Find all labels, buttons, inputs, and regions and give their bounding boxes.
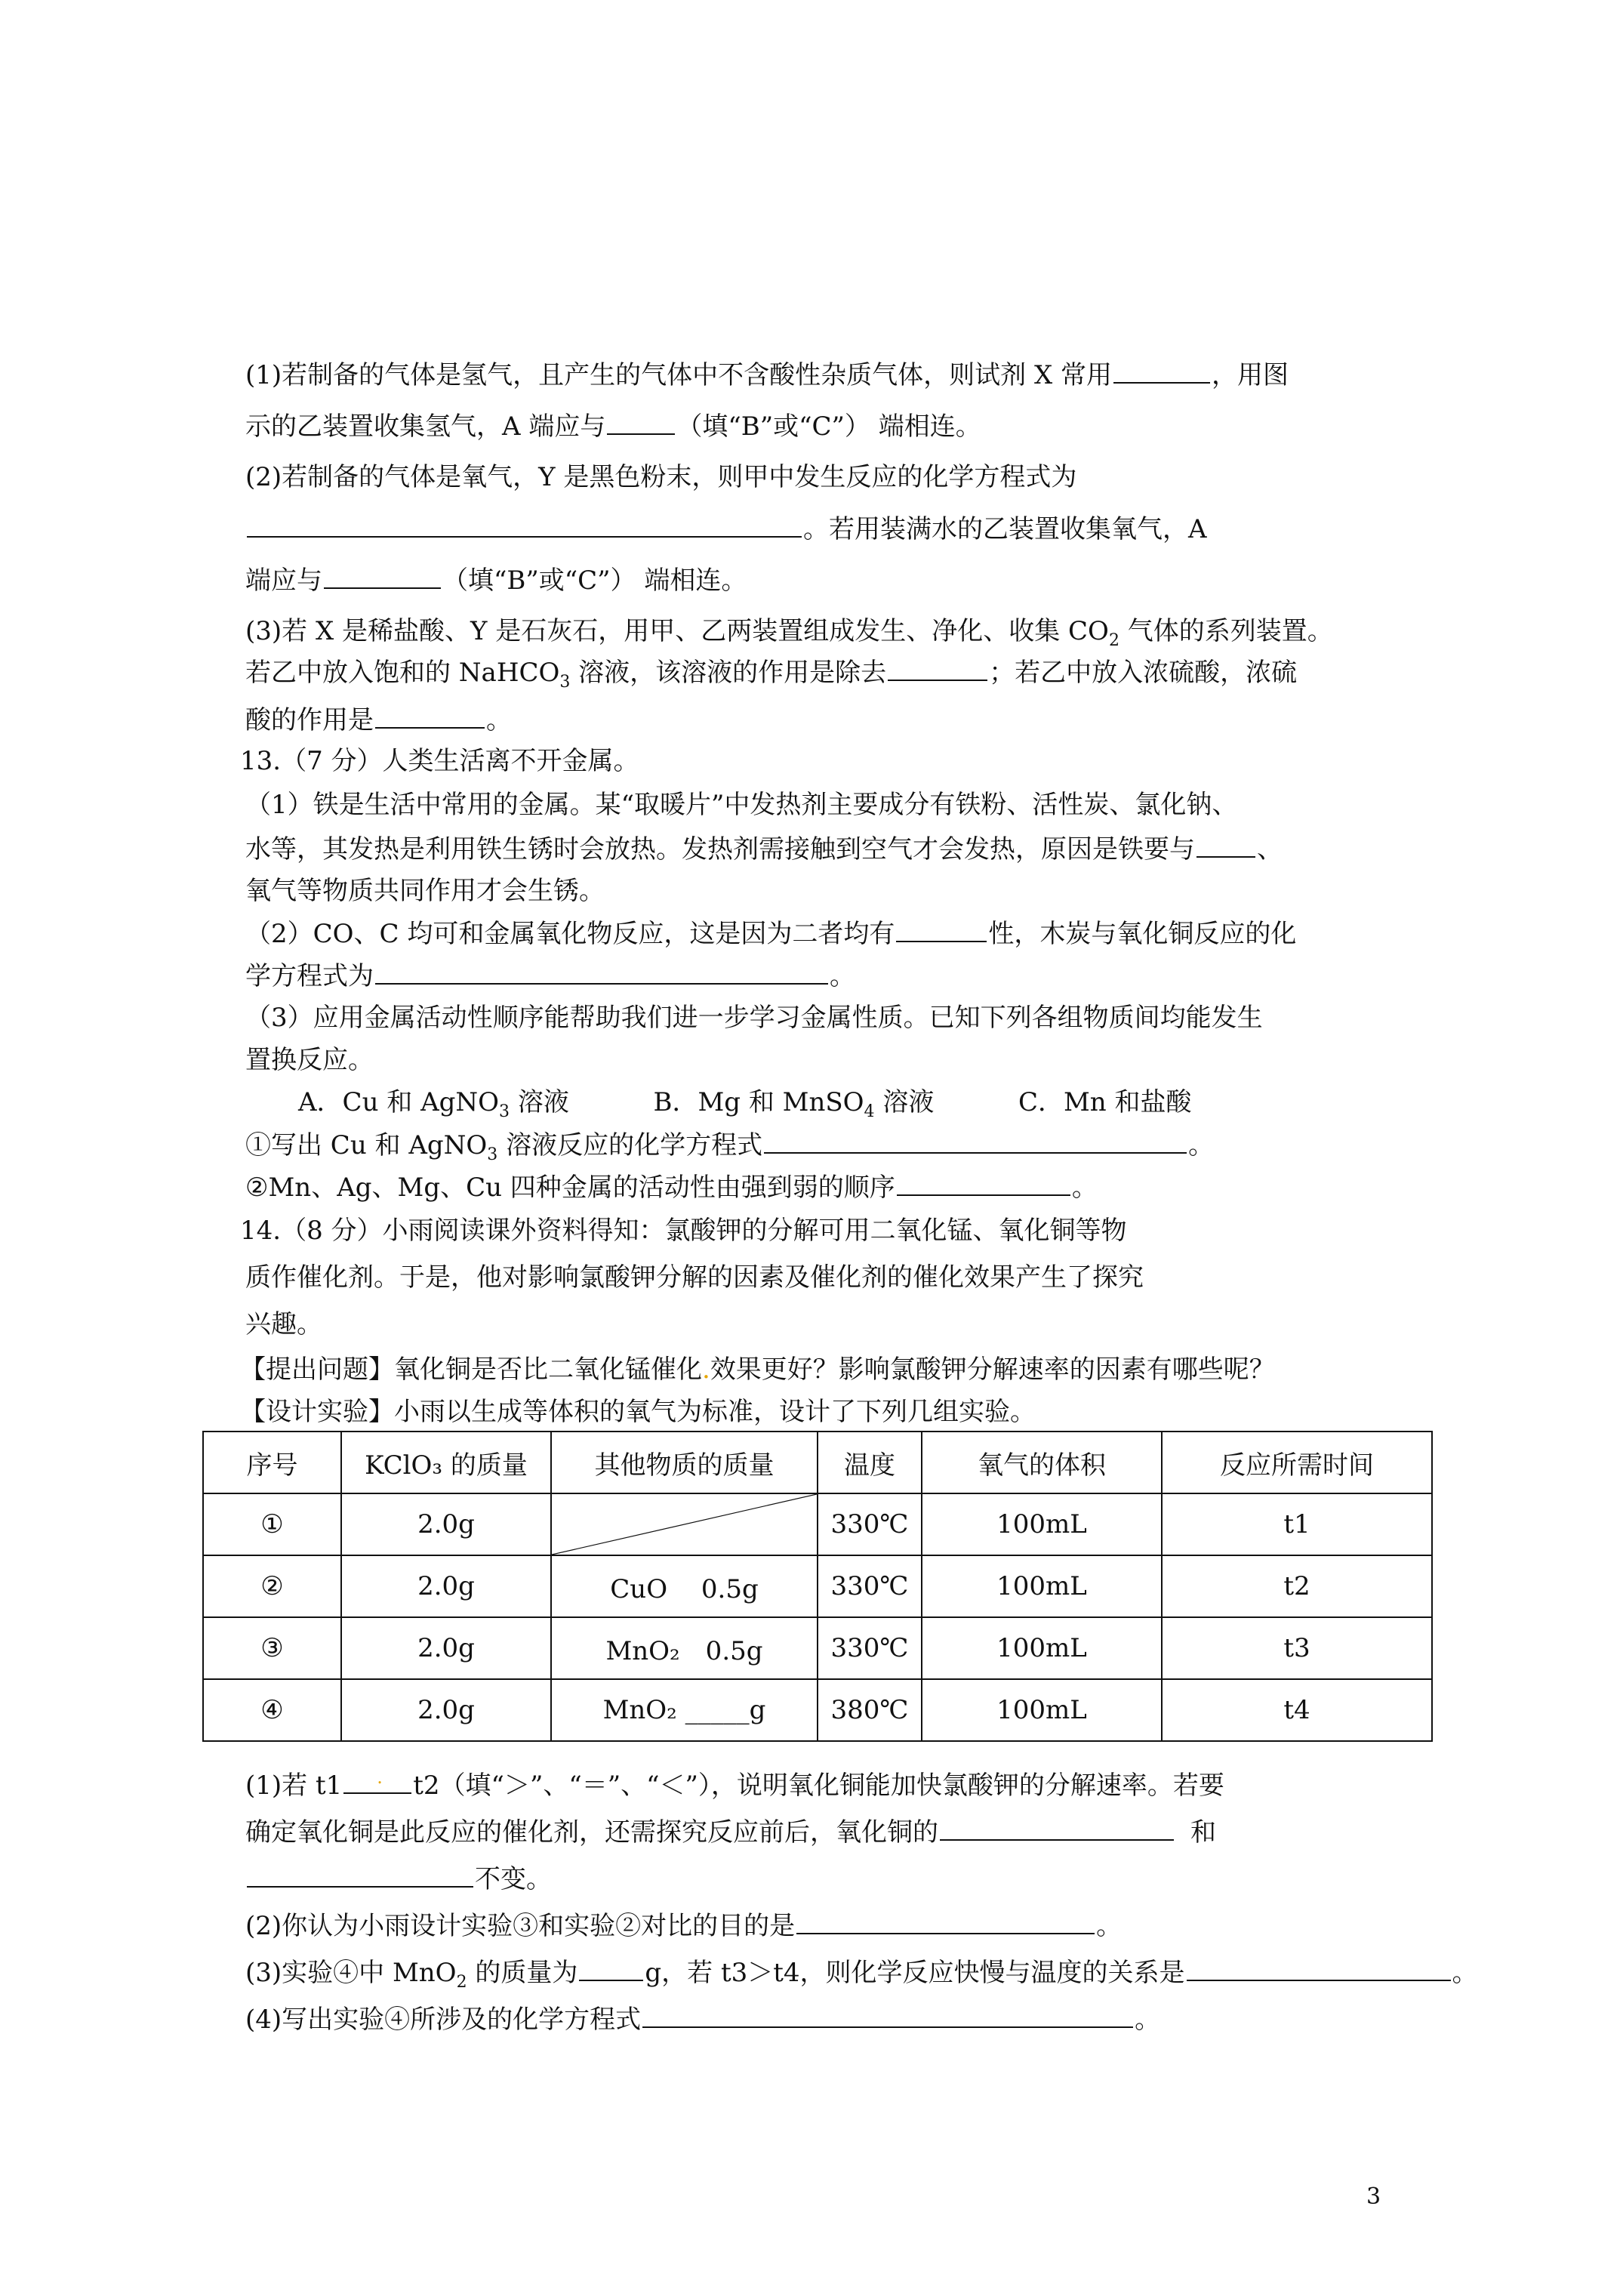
q12-line-2 [245,405,981,448]
q13-text: 置换反应。 [245,1045,374,1075]
q14-text: (3)实验④中 MnO [245,1958,457,1988]
q13-text: 。 [1071,1173,1098,1203]
table-cell: t1 [1162,1493,1432,1555]
q14-title [240,1210,1127,1252]
q13-line-3 [245,870,605,912]
page-number: 3 [1366,2184,1381,2210]
q13-text: ①写出 Cu 和 AgNO [245,1130,488,1160]
q14-text: 不变。 [475,1864,552,1894]
q13-text: 氧气等物质共同作用才会生锈。 [245,876,605,906]
q12-line-5 [245,559,747,602]
header-cell: 氧气的体积 [922,1432,1162,1493]
answer-blank [1113,353,1210,384]
option-b [653,1087,935,1121]
q14-answer-1 [245,1764,1224,1807]
answer-blank [343,1764,411,1794]
answer-blank [1196,827,1255,858]
header-cell: KClO₃ 的质量 [341,1432,551,1493]
q12-text: 酸的作用是 [245,705,374,735]
table-cell: t4 [1162,1679,1432,1741]
table-row [203,1617,1432,1679]
option-a [298,1087,569,1121]
q12-text: (2)若制备的气体是氧气，Y 是黑色粉末，则甲中发生反应的化学方程式为 [245,462,1077,492]
option-c: C．Mn 和盐酸 [1018,1087,1192,1117]
q13-line-5 [245,954,855,997]
q14-answer-6 [245,1998,1160,2041]
q13-text: 。 [830,961,855,991]
q14-text: 确定氧化铜是此反应的催化剂，还需探究反应前后，氧化铜的 [245,1817,938,1848]
q12-text: (1)若制备的气体是氢气，且产生的气体中不含酸性杂质气体，则试剂 X 常用 [245,360,1112,390]
q14-answer-4 [245,1904,1122,1947]
q13-title [240,740,639,782]
table-cell: ③ [203,1617,341,1679]
q13-text: （2）CO、C 均可和金属氧化物反应，这是因为二者均有 [245,919,895,949]
mark-dot: . [702,1354,710,1385]
table-cell: t3 [1162,1617,1432,1679]
q12-text: 。若用装满水的乙装置收集氧气，A [803,514,1207,544]
answer-blank [796,1904,1095,1934]
table-cell: 2.0g [341,1617,551,1679]
q12-text: 。 [486,705,512,735]
subscript: 3 [487,1145,498,1164]
table-row [203,1493,1432,1555]
table-cell: t2 [1162,1555,1432,1617]
q12-text: ，用图 [1211,360,1289,390]
table-cell: 100mL [922,1493,1162,1555]
q12-line-8 [245,698,512,741]
q13-text: 溶液反应的化学方程式 [497,1130,763,1160]
answer-blank [764,1123,1187,1154]
q14-ask [240,1348,1275,1391]
q12-line-4 [245,507,1207,550]
diagonal-line [552,1494,817,1555]
answer-blank [607,405,675,435]
q14-text: (4)写出实验④所涉及的化学方程式 [245,2005,642,2035]
table-cell: 380℃ [818,1679,922,1741]
table-cell: 330℃ [818,1555,922,1617]
q12-text: (3)若 X 是稀盐酸、Y 是石灰石，用甲、乙两装置组成发生、净化、收集 CO [245,616,1109,646]
table-cell: ① [203,1493,341,1555]
option-text: A．Cu 和 AgNO [298,1087,500,1117]
q13-line-s2 [245,1166,1098,1209]
mark-dot: . [377,1767,383,1788]
q12-text: （填“B”或“C”） 端相连。 [676,411,981,442]
q13-text: 水等，其发热是利用铁生锈时会放热。发热剂需接触到空气才会发热，原因是铁要与 [245,834,1195,864]
answer-blank [642,1998,1133,2028]
q13-text: ②Mn、Ag、Mg、Cu 四种金属的活动性由强到弱的顺序 [245,1173,895,1203]
q12-text: 示的乙装置收集氢气，A 端应与 [245,411,606,442]
q13-line-7 [245,1039,374,1081]
q13-text: 性，木炭与氧化铜反应的化 [988,919,1297,949]
table-cell: ② [203,1555,341,1617]
table-cell: 2.0g [341,1555,551,1617]
table-cell: 100mL [922,1555,1162,1617]
option-text: B．Mg 和 MnSO [653,1087,864,1117]
answer-blank [896,912,987,942]
subscript: 3 [499,1102,510,1121]
q12-line-7 [245,651,1297,704]
q13-line-2 [245,827,1283,871]
answer-blank [247,507,802,538]
answer-blank [888,651,987,681]
q12-text: ；若乙中放入浓硫酸，浓硫 [989,658,1298,688]
q14-text: 。 [1135,2005,1161,2035]
answer-blank [1187,1951,1451,1981]
q13-line-6 [245,997,1263,1039]
table-cell: MnO₂ _____g [551,1679,818,1741]
table-cell: 330℃ [818,1617,922,1679]
table-cell: 2.0g [341,1493,551,1555]
q14-text: (1)若 t1 [245,1771,343,1801]
q14-text: 效果更好？影响氯酸钾分解速率的因素有哪些呢？ [710,1354,1275,1385]
table-cell: 2.0g [341,1679,551,1741]
header-cell: 反应所需时间 [1162,1432,1432,1493]
q12-text: 气体的系列装置。 [1119,616,1333,646]
q14-text: (2)你认为小雨设计实验③和实验②对比的目的是 [245,1911,796,1941]
question-title: 13.（7 分）人类生活离不开金属。 [240,746,639,776]
header-cell: 温度 [818,1432,922,1493]
question-title: 14.（8 分）小雨阅读课外资料得知：氯酸钾的分解可用二氧化锰、氧化铜等物 [240,1216,1127,1246]
q12-text: 若乙中放入饱和的 NaHCO [245,658,560,688]
q13-line-4 [245,912,1296,955]
diagonal-empty-cell [551,1493,818,1555]
header-cell: 其他物质的质量 [551,1432,818,1493]
q14-text: 质作催化剂。于是，他对影响氯酸钾分解的因素及催化剂的催化效果产生了探究 [245,1262,1144,1293]
answer-blank [579,1951,643,1981]
q14-text: t2（填“＞”、“＝”、“＜”），说明氧化铜能加快氯酸钾的分解速率。若要 [413,1771,1224,1801]
answer-blank [375,954,828,985]
q13-line-1 [245,784,1237,826]
option-text: 溶液 [874,1087,935,1117]
q14-design [240,1391,1036,1433]
q14-line-2 [245,1256,1144,1299]
q14-text: 。 [1096,1911,1123,1941]
q14-answer-2 [245,1811,1216,1854]
answer-blank [247,1857,473,1888]
q14-text: 【提出问题】氧化铜是否比二氧化锰催化 [240,1354,702,1385]
answer-blank [324,559,441,589]
table-cell: ④ [203,1679,341,1741]
subscript: 4 [864,1102,875,1121]
q13-text: 。 [1188,1130,1215,1160]
q12-text: （填“B”或“C”） 端相连。 [442,566,747,596]
q12-line-1 [245,353,1289,396]
q12-text: 溶液，该溶液的作用是除去 [570,658,887,688]
q14-text: 的质量为 [467,1958,578,1988]
table-cell: 100mL [922,1617,1162,1679]
q14-text: 兴趣。 [245,1309,322,1339]
q13-text: （1）铁是生活中常用的金属。某“取暖片”中发热剂主要成分有铁粉、活性炭、氯化钠、 [245,790,1238,820]
q13-text: 学方程式为 [245,961,374,991]
option-text: 溶液 [510,1087,569,1117]
q14-text: 和 [1190,1817,1216,1848]
q14-answer-5 [245,1951,1478,2004]
table-cell: CuO 0.5g [551,1555,818,1617]
table-header-row [203,1432,1432,1493]
subscript: 3 [559,672,571,692]
table-cell: 100mL [922,1679,1162,1741]
subscript: 2 [1108,630,1119,650]
q14-text: g，若 t3＞t4，则化学反应快慢与温度的关系是 [645,1958,1185,1988]
table-row [203,1555,1432,1617]
q12-text: 端应与 [245,566,322,596]
answer-blank [940,1811,1174,1841]
table-row [203,1679,1432,1741]
table-cell: 330℃ [818,1493,922,1555]
q14-text: 。 [1452,1958,1478,1988]
subscript: 2 [456,1972,467,1992]
q14-text: 【设计实验】小雨以生成等体积的氧气为标准，设计了下列几组实验。 [240,1397,1036,1427]
answer-blank [375,698,485,729]
header-cell: 序号 [203,1432,341,1493]
table-cell: MnO₂ 0.5g [551,1617,818,1679]
q13-text: 、 [1257,834,1283,864]
q14-answer-3 [245,1857,552,1900]
experiment-table [202,1431,1433,1742]
q12-line-3 [245,456,1076,498]
q13-text: （3）应用金属活动性顺序能帮助我们进一步学习金属性质。已知下列各组物质间均能发生 [245,1003,1263,1033]
answer-blank [897,1166,1070,1196]
q14-line-3 [245,1303,322,1345]
